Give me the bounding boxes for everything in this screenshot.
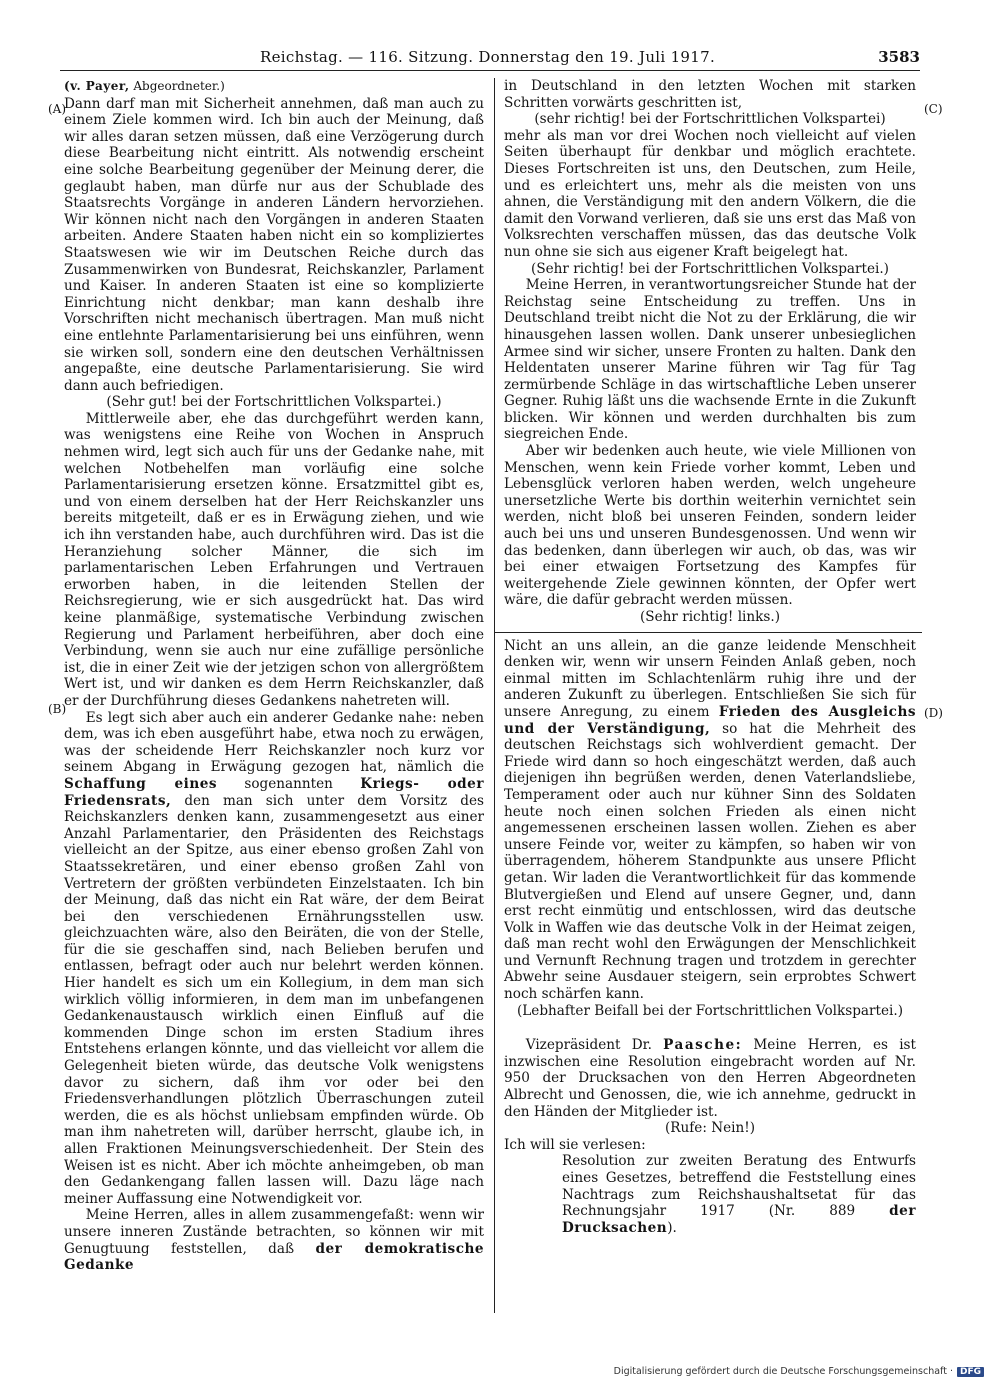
- margin-letter-a: (A): [48, 102, 67, 116]
- footer-text: Digitalisierung gefördert durch die Deutsche Forschungsgemeinschaft ·: [613, 1366, 953, 1377]
- section-gap: [504, 1019, 916, 1037]
- right-callout-3: (Sehr richtig! links.): [639, 609, 781, 625]
- page-number: 3583: [878, 48, 920, 66]
- header-title: Reichstag. — 116. Sitzung. Donnerstag den 19. Juli 1917.: [260, 48, 716, 66]
- right-p5-text-b: so hat die Mehrheit des deutschen Reichstags sich wohlverdient gemacht. Der Friede wird dann so hoch eingeschätzt werden, daß auch diejenigen ihn begrüßen werden, denen Vaterlandsliebe, Temperament oder auch nur kühner Sinn des Soldaten heute noch einen solchen Frieden als einen nicht angemessenen erscheinen lassen wollen. Ziehen es aber unsere Feinde vor, weiter zu kämpfen, so haben wir von überragendem, höherem Standpunkte aus unsere Pflicht getan. Wir laden die Verantwortlichkeit für das kommende Blutvergießen und Elend auf unsere Gegner, und, dann erst recht einmütig und entschlossen, wird das deutsche Volk in Waffen wie das deutsche Volk in der Heimat zeigen, daß man recht wohl den Erwägungen der Menschlichkeit und Vernunft Rechnung tragen und trotzdem in gerechter Abwehr seine Ausdauer steigern, sein erprobtes Schwert noch schärfen kann.: [504, 720, 917, 1003]
- left-paragraph-3: [64, 710, 484, 1208]
- right-paragraph-2: mehr als man vor drei Wochen noch vielleicht auf vielen Seiten überhaupt für denkbar und möglich erachtete. Dieses Fortschreiten ist uns, den Deutschen, zum Heile, und es erleichtert uns, mehr als die meisten von uns ahnen, die Verständigung mit den andern Völkern, die die damit den Vorwand verlieren, daß sie uns erst das Maß von Volksrechten verschaffen müssen, das das deutsche Volk nun ohne sie sich aus eigener Kraft beigelegt hat.: [504, 127, 916, 260]
- speaker-line: [64, 78, 484, 95]
- right-callout-1: (sehr richtig! bei der Fortschrittlichen Volkspartei): [534, 111, 886, 128]
- right-callout-4: (Lebhafter Beifall bei der Fortschrittlichen Volkspartei.): [516, 1002, 904, 1019]
- vp-text: Meine Herren, es ist inzwischen eine Resolution eingebracht worden auf Nr. 950 der Drucksachen von den Herren Abgeordneten Albrecht und Genossen, die, wie ich annehme, gedruckt in den Händen der Mitglieder ist.: [504, 1037, 916, 1120]
- margin-letter-d: (D): [924, 706, 943, 720]
- right-p5-text-a: Nicht an uns allein, an die ganze leidende Menschheit denken wir, wenn wir unsern Feinden Anlaß geben, noch einmal mitten im Schlachtenlärm ruhig ihre und der anderen Zukunft zu überlegen. Entschließen Sie sich für unsere Anregung, zu einem: [504, 637, 916, 720]
- section-rule: [494, 632, 922, 633]
- right-column: [504, 78, 916, 1236]
- right-paragraph-5: [504, 638, 916, 1003]
- column-divider: [494, 78, 495, 1313]
- margin-letter-c: (C): [924, 102, 943, 116]
- left-p4-text: Meine Herren, alles in allem zusammengefaßt: wenn wir unsere inneren Zustände betrachten, so können wir mit Genugtuung feststellen, daß: [64, 1207, 484, 1257]
- left-p3-text-a: Es legt sich aber auch ein anderer Gedanke nahe: neben dem, was ich eben ausgeführt habe, etwa noch zu erwägen, was der scheidende Herr Reichskanzler noch kurz vor seinem Abgang in Erwägung gezogen hat, nämlich die: [64, 709, 484, 776]
- right-paragraph-6: Ich will sie verlesen:: [504, 1136, 646, 1153]
- left-p3-emphasis-1: Schaffung eines: [64, 775, 218, 792]
- vp-title: Vizepräsident Dr.: [525, 1037, 664, 1054]
- footer-credit: [614, 1366, 984, 1377]
- resolution-emphasis: der Drucksachen: [562, 1203, 916, 1236]
- right-callout-5: (Rufe: Nein!): [664, 1120, 756, 1137]
- left-paragraph-1: Dann darf man mit Sicherheit annehmen, daß man auch zu einem Ziele kommen wird. Ich bin auch der Meinung, daß wir alles daran setzen müssen, daß eine Verzögerung durch diese Bearbeitung nicht eintritt. Als notwendig erscheint eine solche Bearbeitung gegenüber der Meinung derer, die geglaubt haben, man dürfe nur aus der Schublade des Staatsrechts Vorgänge in anderen Ländern hervorziehen. Wir können nicht nach den Vorgängen in anderen Staaten arbeiten. Andere Staaten haben nicht ein so kompliziertes Staatswesen wie wir im Deutschen Reiche durch das Zusammenwirken von Bundesrat, Reichskanzler, Parlament und Kaiser. In anderen Staaten ist eine so komplizierte Einrichtung nicht denkbar; man kann deshalb ihre Vorschriften nicht mechanisch übertragen. Man muß nicht eine entlehnte Parlamentarisierung bei uns einführen, wenn sie wirken soll, sondern eine den deutschen Verhältnissen angepaßte, eine deutsche Parlamentarisierung. Sie wird dann auch befriedigen.: [64, 95, 484, 394]
- vp-name: Paasche:: [663, 1037, 743, 1054]
- right-paragraph-1: in Deutschland in den letzten Wochen mit starken Schritten vorwärts geschritten ist,: [504, 78, 916, 111]
- left-column: [64, 78, 484, 1274]
- left-p4-emphasis: der demokratische Gedanke: [64, 1240, 484, 1274]
- left-paragraph-2: Mittlerweile aber, ehe das durchgeführt werden kann, was wenigstens eine Reihe von Wochen in Anspruch nehmen wird, legt sich auch für uns der Gedanke nahe, mit welchen Notbehelfen man vorläufig eine solche Parlamentarisierung ersetzen könne. Ersatzmittel gibt es, und von einem derselben hat der Herr Reichskanzler uns bereits mitgeteilt, daß er es in Erwägung ziehen, und wie ich ihn verstanden habe, auch durchführen wird. Das ist die Heranziehung solcher Männer, die sich im parlamentarischen Leben Erfahrungen und Vertrauen erworben haben, in die leitenden Stellen der Reichsregierung, wie er sich ausgedrückt hat. Das wird keine planmäßige, systematische Verbindung zwischen Regierung und Parlament herbeiführen, aber doch eine Verbindung, wenn sie auch nur eine zufällige persönliche ist, die in einer Zeit wie der jetzigen schon von allergrößtem Wert ist, und wir danken es dem Herrn Reichskanzler, daß er der Durchführung dieses Gedankens nahetreten will.: [64, 410, 484, 709]
- margin-letter-b: (B): [48, 702, 67, 716]
- vice-president-speech: [504, 1037, 916, 1120]
- speaker-name: (v. Payer,: [64, 79, 130, 93]
- left-p3-emphasis-2: Kriegs- oder Friedensrats,: [64, 775, 484, 809]
- resolution-text-b: ).: [667, 1219, 677, 1236]
- right-p5-emphasis: Frieden des Ausgleichs und der Verständigung,: [504, 703, 916, 737]
- resolution-text-a: Resolution zur zweiten Beratung des Entwurfs eines Gesetzes, betreffend die Feststellung eines Nachtrags zum Reichshaushaltsetat für das Rechnungsjahr 1917 (Nr. 889: [562, 1153, 916, 1220]
- left-callout-1: (Sehr gut! bei der Fortschrittlichen Volkspartei.): [106, 394, 442, 411]
- page-header: [60, 48, 920, 71]
- left-paragraph-4: [64, 1207, 484, 1273]
- right-paragraph-3: Meine Herren, in verantwortungsreicher Stunde hat der Reichstag seine Entscheidung zu treffen. Uns in Deutschland treibt nicht die Not zu der Erklärung, die wir hinausgehen lassen wollen. Dank unserer unbesieglichen Armee sind wir sicher, unsere Fronten zu halten. Dank den Heldentaten unserer Marine führen wir Tag für Tag zermürbende Schläge in das wirtschaftliche Leben unserer Gegner. Ruhig läßt uns die wachsende Ernte in die Zukunft blicken. Wir können und werden durchhalten bis zum siegreichen Ende.: [504, 277, 916, 443]
- speaker-role: Abgeordneter.): [133, 79, 225, 93]
- dfg-logo: DFG: [957, 1367, 984, 1377]
- right-callout-2: (Sehr richtig! bei der Fortschrittlichen Volkspartei.): [531, 260, 889, 277]
- resolution-text: [562, 1153, 916, 1236]
- right-paragraph-4: Aber wir bedenken auch heute, wie viele Millionen von Menschen, wenn kein Friede vorher kommt, Leben und Lebensglück verloren haben werden, welch ungeheure unersetzliche Werte bis dorthin weiterhin vernichtet sein werden, nicht bloß bei unseren Feinden, sondern leider auch bei uns und unseren Bundesgenossen. Und wenn wir das bedenken, dann überlegen wir auch, ob das, was wir bei einer etwaigen Fortsetzung des Kampfes für weitergehende Ziele gewinnen könnten, der Opfer wert wäre, die dafür gebracht werden müssen.: [504, 443, 916, 609]
- left-p3-text-c: den man sich unter dem Vorsitz des Reichskanzlers denken kann, zusammengesetzt aus einer Anzahl Parlamentarier, den Präsidenten des Reichstags vielleicht an der Spitze, aus einer ebenso großen Zahl von Staatssekretären, und einer ebenso großen Zahl von Vertretern der größten verbündeten Einzelstaaten. Ich bin der Meinung, daß das nicht ein Rat wäre, der dem Beirat bei den verschiedenen Ernährungsstellen usw. gleichzuachten wäre, also den Beiräten, die von der Stelle, für die sie geschaffen sind, nach Belieben berufen und entlassen, befragt oder auch nur belehrt werden können. Hier handelt es sich um ein Kollegium, in dem man sich wirklich völlig informieren, in dem man im unbefangenen Gedankenaustausch wirklich einen Einfluß auf die kommenden Dinge schon im ersten Stadium ihres Entstehens erlangen könnte, und das vielleicht vor allem die Gelegenheit bieten würde, das deutsche Volk wenigstens davor zu sichern, daß ihm vor oder bei den Friedensverhandlungen plötzlich Überraschungen zuteil werden, die es als höchst unliebsam empfinden würde. Ob man ihm nahetreten will, darüber herrscht, glaube ich, in allen Fraktionen Meinungsverschiedenheit. Der Stein des Weisen ist es nicht. Aber ich möchte anheimgeben, ob man den Gedankengang fallen lassen will. Dazu läge nach meiner Auffassung eine Notwendigkeit vor.: [64, 792, 484, 1207]
- left-p3-text-b: sogenannten: [217, 775, 361, 792]
